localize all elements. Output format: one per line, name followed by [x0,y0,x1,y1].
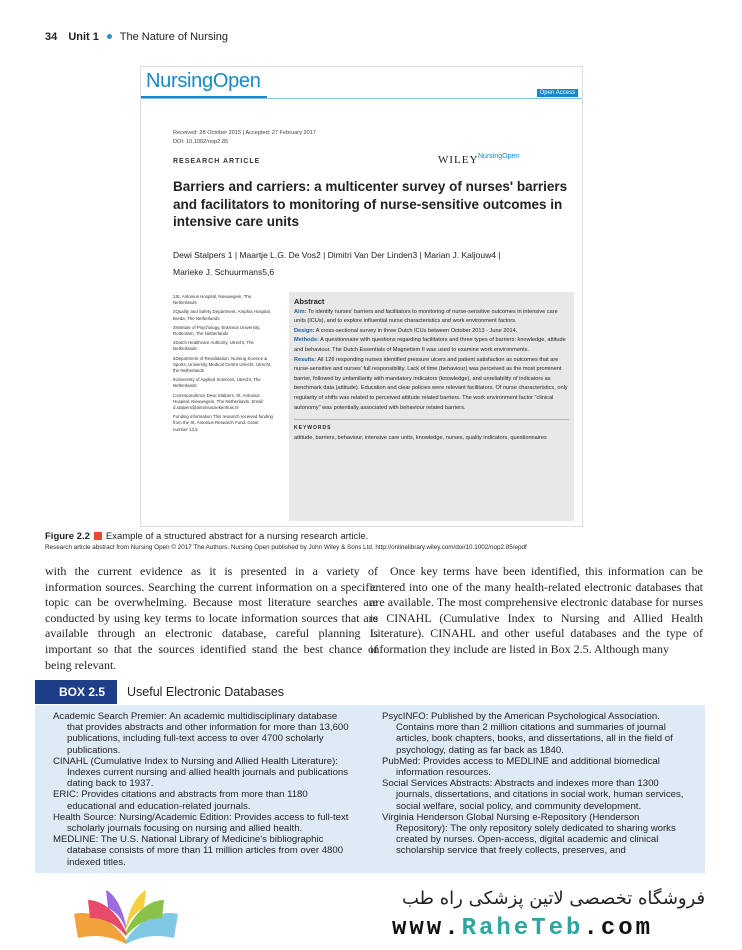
body-column-right: Once key terms have been identified, this information can be entered into one of the many health-related electronic databases that are available. The most comprehensive electronic database for nurses is CINAHL (Cumulative Index to Nursing and Allied Health Literature). CINAHL and other useful databases and the type of information they include are listed in Box 2.5. Although many [370,564,703,656]
box-column-right [382,711,687,857]
list-item: Health Source: Nursing/Academic Edition: Provides access to full-text scholarly journals focusing on nursing and allied health. [53,811,349,835]
store-url: www.RaheTeb.com [392,915,654,942]
list-item: ERIC: Provides citations and abstracts from more than 1180 educational and education-related journals. [53,789,308,812]
journal-small-logo: NursingOpen [478,153,520,160]
list-item: MEDLINE: The U.S. National Library of Medicine's bibliographic database consists of more than 11 million articles from over 4800 indexed titles. [53,834,344,868]
store-name: فروشگاه تخصصی لاتین پزشکی راه طب [402,888,706,909]
affiliations: 1St. Antonius Hospital, Nieuwegein, The Netherlands 2Quality and Safety Department, Amphia Hospital, Breda, The Netherlands 3Institute of Psychology, Erasmus University, Rotterdam, The Netherlands 4Dutch Healthcare Authority, Utrecht, The Netherlands 5Department of Revalidation, Nursing Science & Sports, University Medical Centre Utrecht, Utrecht, the Netherlands 6University of Applied Sciences, Utrecht, The Netherlands Correspondence Dewi Stalpers, St. Antonius Hospital, Nieuwegein, The Netherlands. Email: d.stalpers@antoniusziekenhuis.nl Funding information This research received funding from the St. Antonius Research Fund. Grant number 13.5 [173,294,273,432]
article-title: Barriers and carriers: a multicenter survey of nurses' barriers and facilitators to monitoring of nurse-sensitive outcomes in intensive care units [173,179,568,229]
figure-label: Figure 2.2 [45,531,90,542]
list-item: Social Services Abstracts: Abstracts and indexes more than 1300 journals, dissertations, and citations in social work, human services, social welfare, social policy, and community development. [382,778,684,812]
list-item: PubMed: Provides access to MEDLINE and additional biomedical information resources. [382,755,660,779]
section-title: The Nature of Nursing [119,31,229,43]
header-rule [141,98,583,99]
open-book-logo-icon [66,888,186,948]
running-header [45,31,228,43]
abstract-panel: Abstract Aim: To identify nurses' barriers and facilitators to monitoring of nurse-sensitive outcomes in intensive care units (ICUs), and to explore influential nurse characteristics and work environment factors. Design: A cross-sectional survey in three Dutch ICUs between October 2013 - June 2014. Methods: A questionnaire with questions regarding facilitators and three types of barriers: knowledge, attitude and behaviour. The Dutch Essentials of Magnetism II was used to examine work environments. Results: All 126 responding nurses identified pressure ulcers and patient satisfaction as outcomes that are nurse-sensitive and nurses' full responsibility. Lack of time (behaviour) was perceived as the most prominent barrier, followed by unfamiliarity with mandatory indicators (knowledge), and unreliability of indicators as benchmark data (attitude). Education and clear policies were relevant facilitators. Of nurse characteristics, only regularity of shifts was related to perceived attitude related barriers. The work environment factor "clinical autonomy" was potentially associated with behaviour related barriers. KEYWORDS attitude, barriers, behaviour, intensive care units, knowledge, nurses, quality indicators, questionnaires [289,292,574,521]
box-body [35,705,705,873]
body-column-left: with the current evidence as it is presented in a variety of information sources. Searching the current information on a specific topic can be overwhelming. Because most literature searches are conducted by using key terms to locate information sources that are available through an electronic database, careful planning is important so that the sources identified stand the best chance of being relevant. [45,564,378,672]
unit-label: Unit 1 [68,31,99,43]
author-list: Dewi Stalpers 1 | Maartje L.G. De Vos2 | Dimitri Van Der Linden3 | Marian J. Kaljouw4 | Marieke J. Schuurmans5,6 [173,250,501,277]
article-type: RESEARCH ARTICLE [173,158,261,165]
watermark-footer [0,880,742,950]
caption-square-icon [94,532,102,540]
journal-logo: NursingOpen [141,67,267,98]
figure-credit: Research article abstract from Nursing Open © 2017 The Authors. Nursing Open published by John Wiley & Sons Ltd. http://onlinelibrary.wiley.com/doi/10.1002/nop2.85/epdf [45,544,527,551]
article-dates: Received: 28 October 2015 | Accepted: 27 February 2017 DOI: 10.1002/nop2.85 [173,130,316,145]
box-tag: BOX 2.5 [35,680,117,704]
figure-abstract-image [140,66,583,527]
open-access-badge: Open Access [537,89,578,97]
funding-info: Funding information This research received funding from the St. Antonius Research Fund. Grant number 13.5 [173,414,273,432]
list-item: Academic Search Premier: An academic multidisciplinary database that provides abstracts and other information for more than 13,600 publications, including full-text access to over 4700 scholarly publications. [53,711,349,756]
publisher-logo: WILEY [438,154,479,166]
box-header [35,680,705,704]
page-number: 34 [45,31,58,43]
list-item: CINAHL (Cumulative Index to Nursing and Allied Health Literature): Indexes current nursing and allied health journals and publications dating back to 1937. [53,755,349,790]
bullet-dot [107,34,112,39]
abstract-heading: Abstract [294,297,325,306]
correspondence: Correspondence Dewi Stalpers, St. Antonius Hospital, Nieuwegein, The Netherlands. Email: d.stalpers@antoniusziekenhuis.nl [173,392,264,411]
list-item: PsycINFO: Published by the American Psychological Association. Contains more than 2 million citations and summaries of journal articles, book chapters, books, and dissertations, all in the field of psychology, dating as far back as 1840. [382,711,673,756]
keywords-section: KEYWORDS attitude, barriers, behaviour, intensive care units, knowledge, nurses, quality indicators, questionnaires [294,419,569,443]
list-item: Virginia Henderson Global Nursing e-Repository (Henderson Repository): The only repository solely dedicated to sharing works created by nurses. Open-access, digital academic and clinical scholarship service that freely collects, preserves, and [382,811,676,857]
box-title: Useful Electronic Databases [127,685,285,699]
box-column-left [53,711,350,868]
figure-caption: Figure 2.2 Example of a structured abstract for a nursing research article. [45,531,369,542]
